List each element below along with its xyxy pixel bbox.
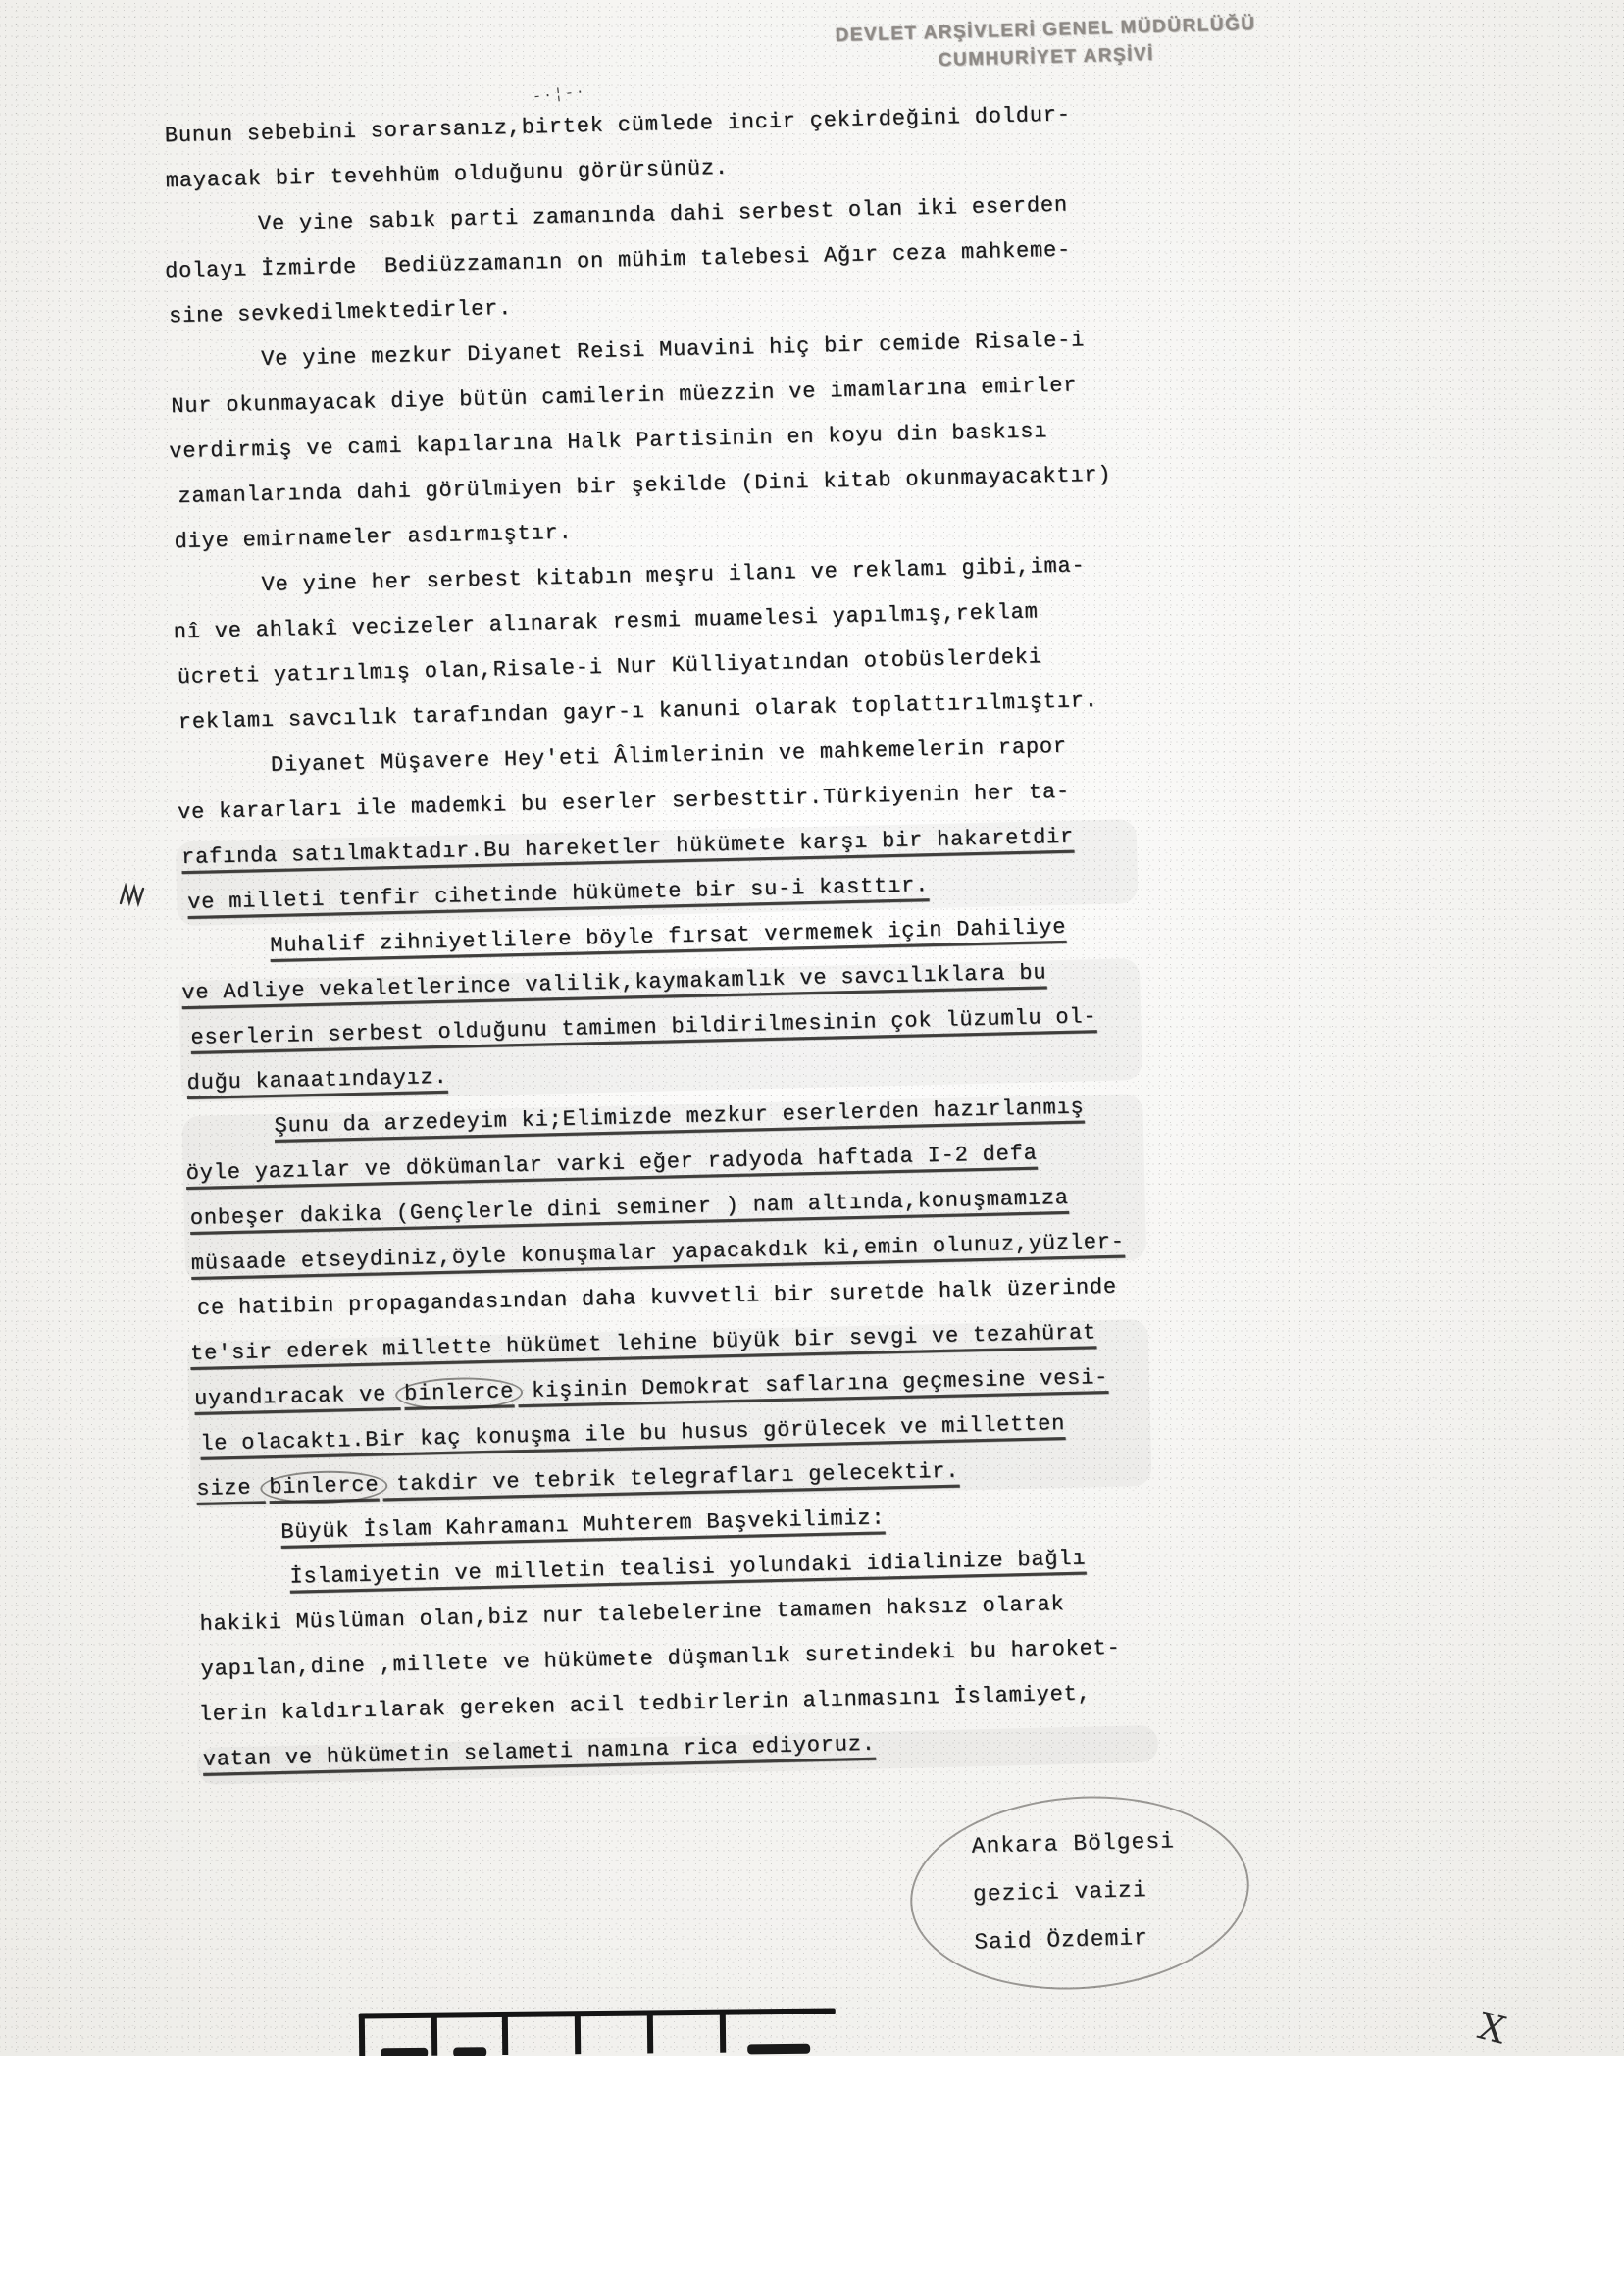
document-text-block [146,88,1284,1783]
circled-word: binlerce [395,1376,524,1411]
signature-line-title: gezici vaizi [972,1877,1147,1908]
document-line: vatan ve hükümetin selameti namına rica ediyoruz. [202,1731,877,1772]
document-line: dolayı İzmirde Bediüzzamanın on mühim talebesi Ağır ceza mahkeme- [164,237,1072,284]
document-line: Ve yine mezkur Diyanet Reisi Muavini hiç bir cemide Risale-i [260,328,1086,373]
document-line: İslamiyetin ve milletin tealisi yolundaki idialinize bağlı [289,1546,1087,1590]
document-line: duğu kanaatındayız. [186,1064,448,1096]
document-line: Diyanet Müşavere Hey'eti Âlimlerinin ve mahkemelerin rapor [270,734,1068,778]
footer-cell-smudge [747,2044,810,2055]
document-line: lerin kaldırılarak gereken acil tedbirlerin alınmasını İslamiyet, [198,1681,1091,1727]
signature-block [971,1817,1178,1966]
document-line: Bunun sebebini sorarsanız,birtek cümlede incir çekirdeğini doldur- [164,102,1072,149]
footer-table-divider [647,2012,653,2053]
document-line: ce hatibin propagandasından daha kuvvetli bir suretde halk üzerinde [196,1274,1118,1321]
footer-table-divider [502,2014,508,2055]
document-line: ve Adliye vekaletlerince valilik,kaymakamlık ve savcılıklara bu [181,960,1047,1006]
stamp-line-2: CUMHURİYET ARŞİVİ [938,43,1155,72]
document-line: eserlerin serbest olduğunu tamimen bildirilmesinin çok lüzumlu ol- [190,1004,1097,1050]
document-line: mayacak bir tevehhüm olduğunu görürsünüz. [165,155,730,194]
document-line: hakiki Müslüman olan,biz nur talebelerine tamamen haksız olarak [199,1592,1065,1637]
document-line: size binlerce takdir ve tebrik telegrafları gelecektir. [178,1442,1278,1512]
footer-table-fragment [359,2008,836,2056]
stamp-line-1: DEVLET ARŞİVLERİ GENEL MÜDÜRLÜĞÜ [835,14,1256,46]
circled-word: binlerce [260,1469,388,1504]
document-line: Ve yine her serbest kitabın meşru ilanı ve reklamı gibi,ima- [261,553,1086,598]
footer-table-divider [575,2013,581,2054]
document-line: uyandıracak ve binlerce kişinin Demokrat saflarına geçmesine vesi- [193,1364,1109,1411]
document-line: verdirmiş ve cami kapılarına Halk Partisinin en koyu din baskısı [169,419,1048,465]
footer-table-divider [431,2014,437,2056]
signature-line-name: Said Özdemir [973,1925,1149,1956]
document-line: sine sevkedilmektedirler. [168,295,513,330]
document-line: Şunu da arzedeyim ki;Elimizde mezkur eserlerden hazırlanmış [274,1095,1085,1139]
document-line: Nur okunmayacak diye bütün camilerin müezzin ve imamlarına emirler [171,373,1078,420]
document-line: diye emirnameler asdırmıştır. [174,520,573,555]
document-line: Büyük İslam Kahramanı Muhterem Başvekilimiz: [280,1505,886,1545]
document-line: rafında satılmaktadır.Bu hareketler hükümete karşı bir hakaretdir [180,824,1075,871]
top-center-smudge-mark: -·¦-· [532,83,587,106]
document-line: le olacaktı.Bir kaç konuşma ile bu husus görülecek ve milletten [199,1411,1066,1456]
bottom-right-handwritten-mark: X [1474,2004,1510,2053]
margin-scribble-mark [118,883,153,908]
signature-line-region: Ankara Bölgesi [971,1828,1176,1860]
document-line: zamanlarında dahi görülmiyen bir şekilde (Dini kitab okunmayacaktır) [178,462,1112,510]
document-lines [146,88,1284,1783]
document-line: Ve yine sabık parti zamanında dahi serbest olan iki eserden [257,192,1069,237]
footer-table-divider [720,2012,726,2053]
document-line: te'sir ederek millette hükümet lehine büyük bir sevgi ve tezahürat [189,1320,1097,1367]
footer-table-divider [359,2014,365,2056]
document-line: öyle yazılar ve dökümanlar varki eğer radyoda haftada I-2 defa [185,1141,1038,1187]
document-line: müsaade etseydiniz,öyle konuşmalar yapacakdık ki,emin olunuz,yüzler- [190,1229,1126,1276]
document-line: nî ve ahlakî vecizeler alınarak resmi muamelesi yapılmış,reklam [173,599,1039,645]
document-line: ve milleti tenfir cihetinde hükümete bir su-i kasttır. [186,873,930,915]
document-line: ücreti yatırılmış olan,Risale-i Nur Külliyatından otobüslerdeki [177,644,1043,690]
document-line: reklamı savcılık tarafından gayr-ı kanuni olarak toplattırılmıştır. [178,688,1099,736]
bottom-white-band [0,2056,1624,2294]
document-line: Muhalif zihniyetlilere böyle fırsat vermemek için Dahiliye [270,914,1067,958]
document-line: ve kararları ile mademki bu eserler serbesttir.Türkiyenin her ta- [177,779,1071,826]
document-line: yapılan,dine ,millete ve hükümete düşmanlık suretindeki bu haroket- [200,1635,1121,1682]
document-line: onbeşer dakika (Gençlerle dini seminer ) nam altında,konuşmamıza [189,1185,1070,1231]
